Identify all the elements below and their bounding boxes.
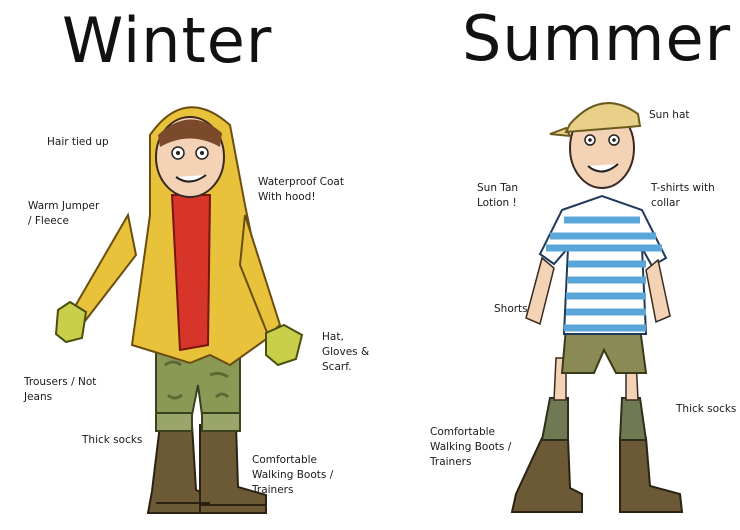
- winter-boots: [148, 425, 266, 513]
- summer-title: Summer: [462, 2, 732, 75]
- winter-label-coat: Waterproof Coat With hood!: [258, 176, 344, 203]
- summer-label-sun-hat: Sun hat: [649, 109, 690, 121]
- summer-boots: [512, 438, 682, 512]
- summer-label-lotion: Sun Tan Lotion !: [477, 182, 519, 209]
- winter-label-trousers: Trousers / Not Jeans: [24, 376, 97, 403]
- winter-label-jumper: Warm Jumper / Fleece: [28, 200, 100, 227]
- winter-label-hair: Hair tied up: [47, 136, 109, 148]
- summer-tshirt: [540, 196, 666, 334]
- winter-face: [156, 117, 224, 197]
- summer-label-boots: Comfortable Walking Boots / Trainers: [430, 426, 512, 468]
- summer-label-shorts: Shorts: [494, 303, 528, 315]
- winter-label-hat-gloves: Hat, Gloves & Scarf.: [322, 331, 370, 373]
- winter-label-socks: Thick socks: [82, 434, 143, 446]
- summer-label-socks: Thick socks: [676, 403, 737, 415]
- winter-title: Winter: [62, 4, 273, 77]
- winter-label-boots: Comfortable Walking Boots / Trainers: [252, 454, 334, 496]
- summer-label-tshirt: T-shirts with collar: [651, 182, 715, 209]
- summer-socks: [542, 398, 646, 440]
